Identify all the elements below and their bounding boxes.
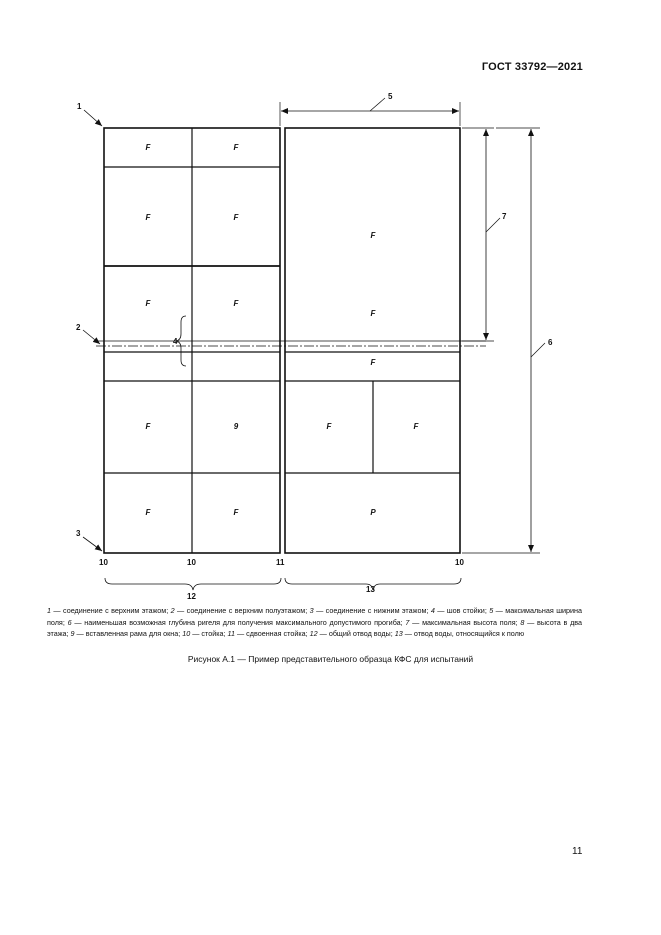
cell-label: F: [145, 299, 151, 308]
callout-10-b: 10: [187, 558, 196, 567]
right-panel: [285, 128, 460, 553]
dimension-5: [280, 98, 460, 126]
legend-item: 5 — максимальная ширина поля;: [47, 606, 582, 627]
legend-item-number: 7: [405, 617, 410, 627]
left-panel: [104, 128, 280, 553]
legend-item-number: 9: [70, 629, 75, 638]
callout-4: 4: [173, 337, 178, 346]
callout-10-c: 10: [455, 558, 464, 567]
callout-10-a: 10: [99, 558, 108, 567]
semi-floor-joint: [96, 341, 486, 352]
callout-5: 5: [388, 92, 393, 101]
dimension-7: [462, 128, 500, 341]
cell-label: P: [370, 508, 376, 517]
callout-1: 1: [77, 102, 82, 111]
legend-item: 10 — стойка;: [182, 629, 228, 638]
legend-item-number: 8: [520, 617, 525, 627]
legend-item: 2 — соединение с верхним полуэтажом;: [170, 606, 310, 615]
leaders: [83, 110, 102, 551]
cell-label: F: [370, 309, 376, 318]
cell-labels: [146, 143, 420, 517]
dimension-8: [462, 128, 545, 553]
cell-label: F: [413, 422, 419, 431]
legend-item: 1 — соединение с верхним этажом;: [47, 606, 171, 615]
cell-label: F: [326, 422, 332, 431]
cell-label: F: [145, 213, 151, 222]
cell-label: 9: [233, 422, 239, 431]
legend-item-number: 5: [489, 606, 494, 615]
callout-2: 2: [76, 323, 81, 332]
callout-6: 6: [548, 338, 553, 347]
right-frame: [285, 128, 460, 553]
legend-item-number: 1: [47, 606, 51, 615]
legend-item: 9 — вставленная рама для окна;: [70, 629, 183, 638]
callout-11: 11: [276, 558, 285, 567]
legend-item: 4 — шов стойки;: [430, 606, 490, 615]
figure-caption: Рисунок А.1 — Пример представительного образца КФС для испытаний: [187, 654, 474, 664]
cell-label: F: [233, 299, 239, 308]
cell-label: F: [145, 143, 151, 152]
legend-item: 11 — сдвоенная стойка;: [227, 629, 310, 638]
cell-label: F: [233, 143, 239, 152]
callout-3: 3: [76, 529, 81, 538]
figure-legend: [47, 605, 582, 640]
cell-label: F: [233, 213, 239, 222]
legend-item: 12 — общий отвод воды;: [309, 629, 395, 638]
document-id: ГОСТ 33792—2021: [481, 61, 583, 73]
cell-label: F: [370, 231, 376, 240]
cell-label: F: [233, 508, 239, 517]
legend-item: 3 — соединение с нижним этажом;: [309, 606, 431, 615]
cell-label: F: [145, 508, 151, 517]
cell-label: F: [145, 422, 151, 431]
legend-item-number: 4: [430, 606, 435, 615]
legend-item-number: 13: [394, 629, 403, 638]
cell-label: F: [370, 358, 376, 367]
page-number: 11: [572, 846, 583, 857]
legend-item-number: 11: [227, 629, 235, 638]
legend-item-number: 6: [67, 617, 72, 627]
brace-12: [105, 578, 281, 590]
callout-13: 13: [366, 585, 375, 594]
legend-item: 13 — отвод воды, относящийся к полю: [394, 629, 525, 638]
legend-item-number: 2: [170, 606, 175, 615]
callout-12: 12: [187, 592, 196, 600]
legend-item-number: 3: [309, 606, 314, 615]
legend-item: 7 — максимальная высота поля;: [405, 617, 521, 627]
callout-7: 7: [502, 212, 507, 221]
legend-item-number: 12: [309, 629, 318, 638]
legend-item-number: 10: [182, 629, 191, 638]
legend-item: 8 — высота в два этажа;: [47, 617, 583, 638]
legend-item: 6 — наименьшая возможная глубина ригеля для получения максимального допустимого прогиба;: [67, 617, 406, 627]
